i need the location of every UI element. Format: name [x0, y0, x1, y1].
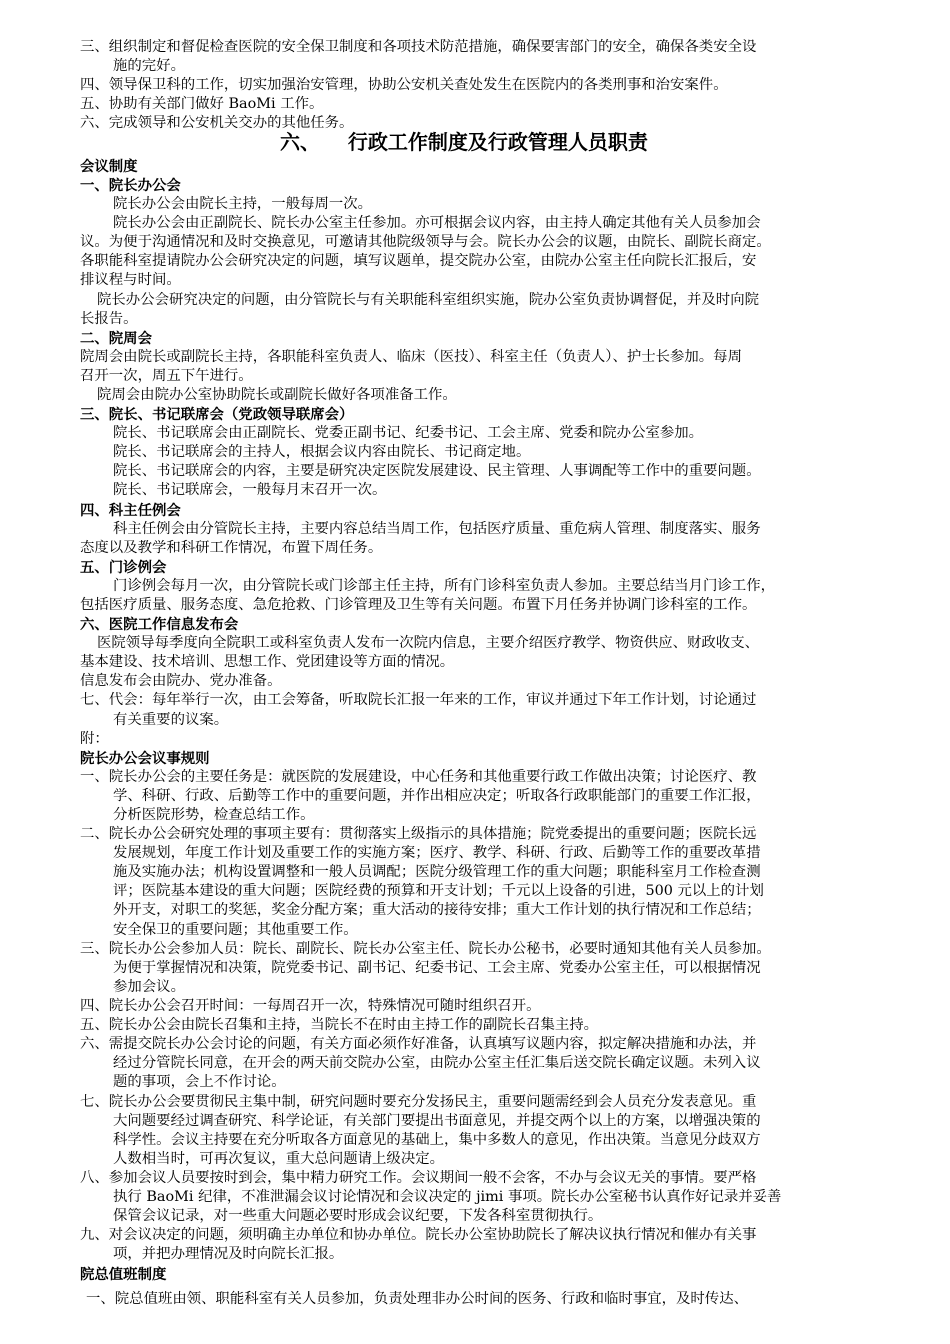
text-line: 医院领导每季度向全院职工或科室负责人发布一次院内信息，主要介绍医疗教学、物资供应、财政收支、	[97, 635, 759, 651]
text-line: 人数相当时，可再次复议，重大总问题请上级决定。	[113, 1151, 444, 1167]
section-heading: 院总值班制度	[80, 1266, 167, 1283]
text-line: 经过分管院长同意，在开会的两天前交院办公室，由院办公室主任汇集后送交院长确定议题。未列入议	[113, 1055, 761, 1071]
subsection-heading: 五、门诊例会	[80, 559, 167, 576]
text-line: 为便于掌握情况和决策，院党委书记、副书记、纪委书记、工会主席、党委办公室主任，可以根据情况	[113, 960, 761, 976]
text-line: 执行 BaoMi 纪律，不准泄漏会议讨论情况和会议决定的 jimi 事项。院长办公室秘书认真作好记录并妥善	[113, 1189, 782, 1205]
text-line: 科主任例会由分管院长主持，主要内容总结当周工作，包括医疗质量、重危病人管理、制度落实、服务	[113, 521, 761, 537]
text-line: 施及实施办法；机构设置调整和一般人员调配；医院分级管理工作的重大问题；职能科室月工作检查测	[113, 864, 761, 880]
text-line: 排议程与时间。	[80, 272, 181, 288]
text-line: 院长办公会研究决定的问题，由分管院长与有关职能科室组织实施，院办公室负责协调督促，并及时向院	[97, 292, 759, 308]
text-line: 各职能科室提请院办公会研究决定的问题，填写议题单，提交院办公室，由院办公室主任向院长汇报后，安	[80, 253, 757, 269]
text-line: 一、院长办公会的主要任务是：就医院的发展建设，中心任务和其他重要行政工作做出决策；讨论医疗、教	[80, 769, 757, 785]
text-line: 院长办公会由正副院长、院长办公室主任参加。亦可根据会议内容，由主持人确定其他有关人员参加会	[113, 215, 761, 231]
text-line: 八、参加会议人员要按时到会，集中精力研究工作。会议期间一般不会客，不办与会议无关的事情。要严格	[80, 1170, 757, 1186]
text-line: 有关重要的议案。	[113, 712, 229, 728]
text-line: 九、对会议决定的问题，须明确主办单位和协办单位。院长办公室协助院长了解决议执行情况和催办有关事	[80, 1227, 757, 1243]
text-line: 六、完成领导和公安机关交办的其他任务。	[80, 115, 354, 131]
text-line: 院周会由院办公室协助院长或副院长做好各项准备工作。	[97, 387, 457, 403]
text-line: 一、院总值班由领、职能科室有关人员参加，负责处理非办公时间的医务、行政和临时事宜，及时传达、	[86, 1291, 748, 1307]
text-line: 题的事项，会上不作讨论。	[113, 1074, 286, 1090]
text-line: 院长、书记联席会由正副院长、党委正副书记、纪委书记、工会主席、党委和院办公室参加。	[113, 425, 704, 441]
text-line: 门诊例会每月一次，由分管院长或门诊部主任主持，所有门诊科室负责人参加。主要总结当月门诊工作，	[113, 578, 775, 594]
text-line: 召开一次，周五下午进行。	[80, 368, 253, 384]
text-line: 三、组织制定和督促检查医院的安全保卫制度和各项技术防范措施，确保要害部门的安全，确保各类安全设	[80, 39, 757, 55]
text-line: 外开支，对职工的奖惩，奖金分配方案；重大活动的接待安排；重大工作计划的执行情况和工作总结；	[113, 902, 761, 918]
text-line: 长报告。	[80, 311, 138, 327]
text-line: 二、院长办公会研究处理的事项主要有：贯彻落实上级指示的具体措施；院党委提出的重要问题；医院长远	[80, 826, 757, 842]
text-line: 院长、书记联席会的主持人，根据会议内容由院长、书记商定地。	[113, 444, 531, 460]
text-line: 学、科研、行政、后勤等工作中的重要问题，并作出相应决定；听取各行政职能部门的重要工作汇报，	[113, 788, 761, 804]
text-line: 发展规划，年度工作计划及重要工作的实施方案；医疗、教学、科研、行政、后勤等工作的重要改革措	[113, 845, 761, 861]
subsection-heading: 六、医院工作信息发布会	[80, 616, 239, 633]
text-line: 信息发布会由院办、党办准备。	[80, 673, 282, 689]
text-line: 科学性。会议主持要在充分听取各方面意见的基础上，集中多数人的意见，作出决策。当意见分歧双方	[113, 1132, 761, 1148]
text-line: 五、院长办公会由院长召集和主持，当院长不在时由主持工作的副院长召集主持。	[80, 1017, 599, 1033]
text-line: 七、代会：每年举行一次，由工会筹备，听取院长汇报一年来的工作，审议并通过下年工作计划，讨论通过	[80, 692, 757, 708]
text-line: 院长办公会由院长主持，一般每周一次。	[113, 196, 373, 212]
subsection-heading: 二、院周会	[80, 330, 152, 347]
text-line: 附：	[80, 731, 109, 747]
text-line: 大问题要经过调查研究、科学论证，有关部门要提出书面意见，并提交两个以上的方案，以增强决策的	[113, 1113, 761, 1129]
text-line: 议。为便于沟通情况和及时交换意见，可邀请其他院级领导与会。院长办公会的议题，由院长、副院长商定。	[80, 234, 771, 250]
subsection-heading: 四、科主任例会	[80, 502, 181, 519]
text-line: 施的完好。	[113, 58, 185, 74]
section-heading: 院长办公会议事规则	[80, 750, 210, 767]
text-line: 基本建设、技术培训、思想工作、党团建设等方面的情况。	[80, 654, 455, 670]
subsection-heading: 一、院长办公会	[80, 177, 181, 194]
text-line: 参加会议。	[113, 979, 185, 995]
text-line: 分析医院形势，检查总结工作。	[113, 807, 315, 823]
text-line: 五、协助有关部门做好 BaoMi 工作。	[80, 96, 324, 112]
text-line: 保管会议记录，对一些重大问题必要时形成会议纪要，下发各科室贯彻执行。	[113, 1208, 603, 1224]
text-line: 三、院长办公会参加人员：院长、副院长、院长办公室主任、院长办公秘书，必要时通知其他有关人员参加。	[80, 941, 771, 957]
subsection-heading: 三、院长、书记联席会（党政领导联席会）	[80, 406, 354, 423]
text-line: 评；医院基本建设的重大问题；医院经费的预算和开支计划；千元以上设备的引进，500 元以上的计划	[113, 883, 764, 899]
text-line: 六、需提交院长办公会讨论的问题，有关方面必须作好准备，认真填写议题内容，拟定解决措施和办法，并	[80, 1036, 757, 1052]
text-line: 包括医疗质量、服务态度、急危抢救、门诊管理及卫生等有关问题。布置下月任务并协调门诊科室的工作。	[80, 597, 757, 613]
text-line: 四、院长办公会召开时间：一每周召开一次，特殊情况可随时组织召开。	[80, 998, 541, 1014]
text-line: 安全保卫的重要问题；其他重要工作。	[113, 922, 358, 938]
text-line: 院长、书记联席会，一般每月末召开一次。	[113, 482, 387, 498]
text-line: 七、院长办公会要贯彻民主集中制，研究问题时要充分发扬民主，重要问题需经到会人员充分发表意见。重	[80, 1094, 757, 1110]
text-line: 四、领导保卫科的工作，切实加强治安管理，协助公安机关查处发生在医院内的各类刑事和治安案件。	[80, 77, 728, 93]
section-heading: 会议制度	[80, 158, 138, 175]
text-line: 院周会由院长或副院长主持，各职能科室负责人、临床（医技）、科室主任（负责人）、护士长参加。每周	[80, 349, 742, 365]
section-title: 六、 行政工作制度及行政管理人员职责	[280, 130, 648, 154]
text-line: 态度以及教学和科研工作情况，布置下周任务。	[80, 540, 383, 556]
text-line: 院长、书记联席会的内容，主要是研究决定医院发展建设、民主管理、人事调配等工作中的重要问题。	[113, 463, 761, 479]
text-line: 项，并把办理情况及时向院长汇报。	[113, 1246, 344, 1262]
